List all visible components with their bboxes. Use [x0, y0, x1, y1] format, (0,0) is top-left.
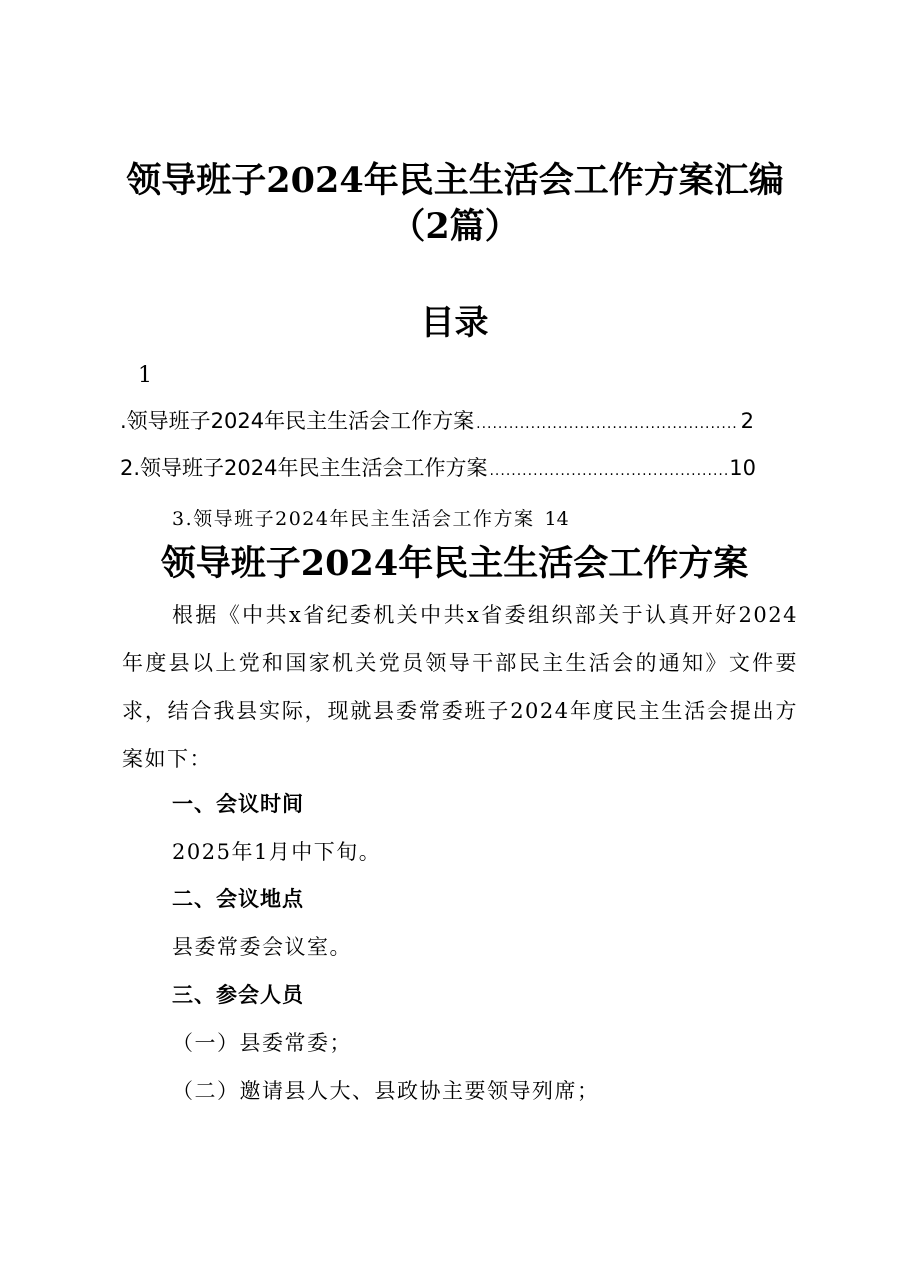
toc-leader-dots — [489, 456, 727, 486]
toc-heading: 目录 — [420, 303, 489, 343]
attendee-item: （二）邀请县人大、县政协主要领导列席； — [172, 1079, 600, 1103]
toc-leader-dots — [476, 409, 739, 439]
document-title: 领导班子2024年民主生活会工作方案汇编（2篇） — [126, 160, 784, 247]
section-heading-time: 一、会议时间 — [172, 792, 304, 816]
intro-paragraph: 根据《中共x省纪委机关中共x省委组织部关于认真开好2024年度县以上党和国家机关党员领导干部民主生活会的通知》文件要求，结合我县实际，现就县委常委班子2024年度民主生活会提出方案如下： — [122, 603, 798, 771]
section-body-time: 2025年1月中下旬。 — [172, 840, 382, 864]
toc-entry[interactable] — [120, 453, 756, 486]
attendee-item: （一）县委常委； — [172, 1031, 352, 1055]
toc-entry-page: 2 — [740, 409, 754, 433]
section-heading-location: 二、会议地点 — [172, 887, 304, 911]
toc-orphan-number: 1 — [138, 363, 152, 388]
toc-entry[interactable] — [120, 406, 754, 439]
section-title: 领导班子2024年民主生活会工作方案 — [160, 543, 749, 584]
toc-entry-label: .领导班子2024年民主生活会工作方案 — [120, 409, 475, 433]
section-body-location: 县委常委会议室。 — [172, 935, 352, 959]
section-heading-attendees: 三、参会人员 — [172, 983, 304, 1007]
toc-entry-page: 10 — [729, 456, 756, 480]
toc-entry-label: 2.领导班子2024年民主生活会工作方案 — [120, 456, 488, 480]
toc-entry[interactable] — [172, 505, 569, 533]
toc-entry-label: 3.领导班子2024年民主生活会工作方案 — [172, 508, 535, 530]
toc-entry-page: 14 — [544, 508, 569, 530]
